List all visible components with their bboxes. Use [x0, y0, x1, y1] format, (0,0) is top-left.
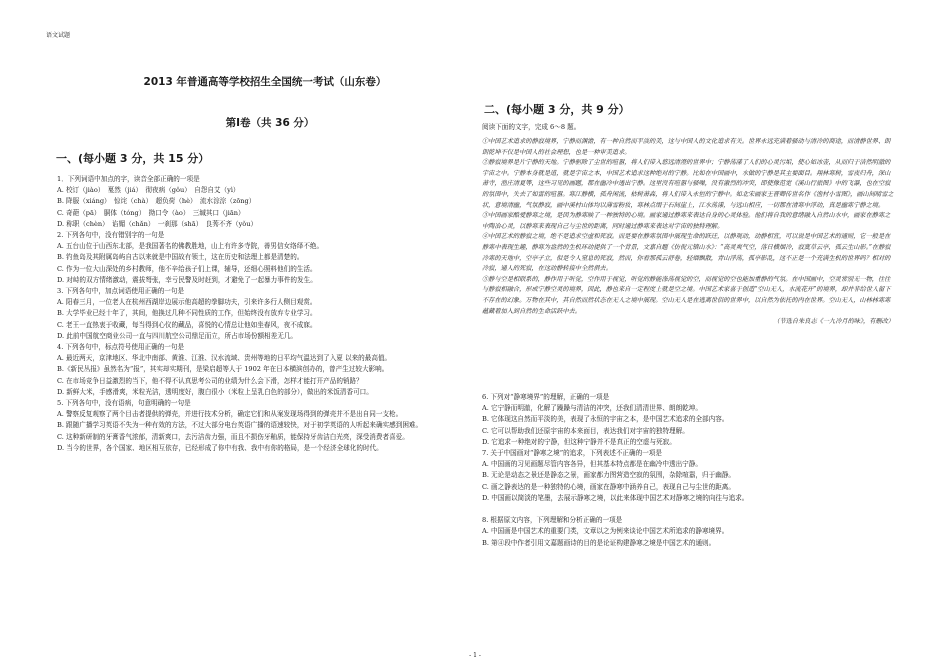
question-line: D. 此前中国航空商业公司一直与四川航空公司鼎足而立，所占市场份额相差无几。 [57, 331, 298, 340]
right-column-questions [482, 392, 894, 549]
question-line: C. 老王一直热衷于收藏，每当得到心仪的藏品，喜悦的心情总让他如坐春风，夜不成寐。 [57, 320, 317, 329]
question-line: 3. 下列各句中，加点词语使用正确的一句是 [57, 287, 185, 296]
question-line: B. 它体现这自然而平淡的美，表现了永恒的宇宙之本，是中国艺术追求的全部内容。 [482, 415, 729, 424]
question-line: A. 阳春三月，一位老人在杭州西湖岸边展示他高超的拳脚功夫，引来许多行人侧目观赏。 [57, 298, 317, 307]
passage-paragraph: ②静寂境界是片宁静的天地。宁静驱除了尘世的喧嚣，将人们带入悠远清澄的世界中；宁静荡漾了人们的心灵污垢，使心如冰壶，从而归于洁然明澈的宇宙之中。宁静本身就是道，就是宇宙之本，中国艺术追求这种绝对的宁静。比如在中国画中，水做的宁静是其主要面目。翔林寒树，雪夜归舟，深山萧寺，渔庄清夏等，这些习见的画题，都在幽冷中透出宁静。这里没有喧嚣与骚噪，没有激烈的冲突，即使像范宽《溪山行旅图》中的飞瀑，也在空寂的氛围中，失去了如雷的喧嚣。寒江静横，孤舟闲流，枯树萧森，将人们带入永恒的宁静中。如北宋画家王晋卿传世名作《渔村小雪图》，画山间晴雪之状，意境清幽，气氛静寂，画中溪村山体均以薄雪粉妆，寒林点缀于石间崖上，江水荡漾，与远山相应，一切都在清寒中浮动，真是幽寒宁静之境。 [482, 159, 894, 209]
question-line: B. 跟随广播学习英语不失为一种有效的方法，不过大部分电台英语广播的语速较快，对于初学英语的人听起来确实感到困难。 [57, 421, 423, 430]
passage-paragraph: ③中国画家酷爱静寒之境，是因为静寒映了一种独特的心境。画家通过静寒来表达自身的心灵体验。他们将自我的意绪融入自然山水中，画家在静寒之中陶冶心灵，以静寒来表现自己与尘世的距离，同时通过静寒来表达对宇宙的独特理解。 [482, 212, 891, 230]
question-line: A. 校订（jiào） 戛然（jiá） 彻夜病（gǒu） 自怨自艾（yì） [57, 186, 240, 195]
question-line [482, 504, 894, 515]
question-line: 8. 根据原文内容，下列理解和分析正确的一项是 [482, 516, 623, 525]
question-line: B. 钓鱼岛及其附属岛屿自古以来就是中国故有领土，这在历史和法理上都是清楚的。 [57, 253, 304, 262]
question-line: D. 对峙的双方情绪激动，震拔弩张，幸亏民警及时赶到，才避免了一起暴力事件的发生。 [57, 275, 317, 284]
question-line: C. 作为一位大山深处的乡村教师，他不辛给孩子们上课，辅导，还细心照料他们的生活。 [57, 264, 317, 273]
question-line: D. 称职（chèn） 谄媚（chǎn） 一刹那（shā） 良莠不齐（yǒu） [57, 219, 258, 228]
question-line: C. 这种新研制的牙膏香气浓郁，清新爽口，去污洁齿力强，而且不损伤牙釉质，能保持牙齿洁白光亮，深受消费者喜爱。 [57, 432, 409, 441]
section2-intro: 阅读下面的文字，完成 6～8 题。 [482, 123, 581, 131]
question-line: B.《新民丛报》虽然名为“报”，其实却实期刊，是梁启超等人于 1902 年在日本横滨创办的，曾产生过较大影响。 [57, 365, 389, 374]
passage-source: （节选自朱良志《一九冷月的味》，有删改） [773, 318, 894, 326]
question-line: C. 它可以帮助我们还原宇宙的本来面目，表达我们对宇宙的独特理解。 [482, 426, 689, 435]
question-line: A. 五台山位于山西东北部，是我国著名的佛教胜地，山上有许多寺院，善男信女络绎不绝。 [57, 242, 324, 251]
part-title: 第Ⅰ卷（共 36 分） [225, 117, 315, 129]
left-column-questions [57, 174, 465, 454]
question-line: A. 中国画的习见画题尽管内容各异，但其基本特点都是在幽冷中透出宁静。 [482, 460, 702, 469]
question-line: C. 画之静表达的是一种独特的心境，画家在静寒中涵养自己，表现自己与尘世的距离。 [482, 482, 735, 491]
question-line: 7. 关于中国画对“静寒之境”的追求，下列表述不正确的一项是 [482, 449, 662, 458]
question-line: 6. 下列对“静寒境界”的理解，正确的一项是 [482, 393, 610, 401]
question-line: D. 新鲜大米，手感滑爽，米粒光洁，透明度好，腹白很小（米粒上呈乳白色的部分），做出的米饭清香可口。 [57, 387, 373, 396]
question-line: D. 它追求一种绝对的宁静，但这种宁静并不是真正的空虚与死寂。 [482, 437, 676, 446]
question-line: 4. 下列各句中，标点符号使用正确的一句是 [57, 343, 185, 352]
question-line: D. 中国画以简淡的笔墨，去展示静寒之境，以此来体现中国艺术对静寒之境的向往与追求。 [482, 493, 749, 502]
header-tag: 语文试题 [46, 32, 71, 39]
question-line: B. 大学毕业已经十年了，其间，他换过几种不同性质的工作，但始终没有放弃专业学习。 [57, 309, 317, 318]
question-line: A. 最近两天，京津地区、华北中南部、黄淮、江淮、汉水流域、贵州等地的日平均气温达到了入夏 以来的最高值。 [57, 354, 392, 363]
question-line: D. 当今的世界，各个国家、地区相互依存，已经形成了你中有我、我中有你的格局，是一个经济全球化的时代。 [57, 443, 383, 452]
page-number: - 1 - [469, 652, 481, 659]
question-line: C. 在市场竞争日益激烈的当下，他不得不认真思考公司的业绩为什么会下滑，怎样才能打开产品的销路？ [57, 376, 363, 385]
question-line: A. 它宁静而明澈，化解了躁躁与清洁的冲突，还我们清清世界、朗朗乾坤。 [482, 404, 702, 413]
question-line: B. 第④段中作者引用文嘉题画诗的目的是论证构建静寒之境是中国艺术的通则。 [482, 538, 716, 547]
question-line: 5. 下列各句中，没有语病，句意明确的一句是 [57, 399, 191, 408]
passage-paragraph: ①中国艺术追求的静寂境界，宁静而渊澹，有一种自然而平淡的美，这与中国人的文化追求有关。世界永远充满着骚动与清冷的商途，而清静世界、朗朗乾坤不仅是中国人的社会理想，也是一种审美追求。 [482, 138, 891, 156]
passage-paragraph: ⑤静与空是相联系的，静作用于听觉，空作用于视觉，听觉的静能涤荡视觉的空，而视觉的空也能加重静的气氛。在中国画中，空灵常别无一物，往往与静寂相融合，形成宁静空灵的境界，因此，静也来自一定程度上就是空之境。中国艺术家喜于创造“空山无人，水流花开”的境界，却并非给世人留下不存在的幻象。万物在其中，其自然而然状态在无人之境中展现。空山无人是在逃离世俗的世界中，以自然为依托的内在世界。空山无人，山林林寒寒蕴藏着加入到自然的生命活跃中去。 [482, 275, 891, 315]
question-line: 1．下列词语中加点的字，读音全部正确的一项是 [57, 175, 200, 183]
section2-title: 二、(每小题 3 分，共 9 分） [484, 103, 630, 116]
question-line: 2. 下列各句中，没有错别字的一句是 [57, 231, 165, 240]
question-line: A. 警察反复观察了两个目击者提供的弹壳，并进行技术分析，确定它们和从案发现场得到的弹壳并不是出自同一支枪。 [57, 410, 403, 419]
question-line: A. 中国画是中国艺术的重要门类，文章以之为例来谈论中国艺术所追求的静寒境界。 [482, 527, 729, 536]
question-line: B. 无论是动态之景还是静态之景，画家都力图营造空寂的氛围，杂除喧嚣，归于幽静。 [482, 471, 736, 480]
question-line: C. 奇葩（pā） 胴体（tóng） 拗口令（ào） 三缄其口（jiān） [57, 208, 245, 217]
exam-title: 2013 年普通高等学校招生全国统一考试（山东卷） [143, 76, 387, 88]
question-line: B. 降服（xiáng） 惊诧（chà） 超负荷（hè） 流水淙淙（zōng） [57, 197, 256, 206]
reading-passage [482, 137, 894, 328]
section1-title: 一、(每小题 3 分，共 15 分） [56, 152, 210, 165]
passage-paragraph: ④中国艺术的静寂之境，绝不是追求空虚和死寂。而是要在静寒氛围中展现生命的跃迁，以静观动，动静相宜，可以说是中国艺术的通则，它一般是在静寒中表现生趣，静寒为盎然的生机环动提供了一个背景，文嘉自题《仿倪元镇山水》：“高灵爽气空，落日横烟冷，寂寞草云亭，孤云生山影。”在静寂冷寒的天地中，空亭孑立，似是令人窒息的死寂，然而，你看那孤云舒卷，轻烟飘散，青山浮荡，孤亭影乱，这不正是一个充满生机的世界吗？相对的冷寂，通人的死寂，在这动静转接中全然俱去。 [482, 233, 891, 273]
